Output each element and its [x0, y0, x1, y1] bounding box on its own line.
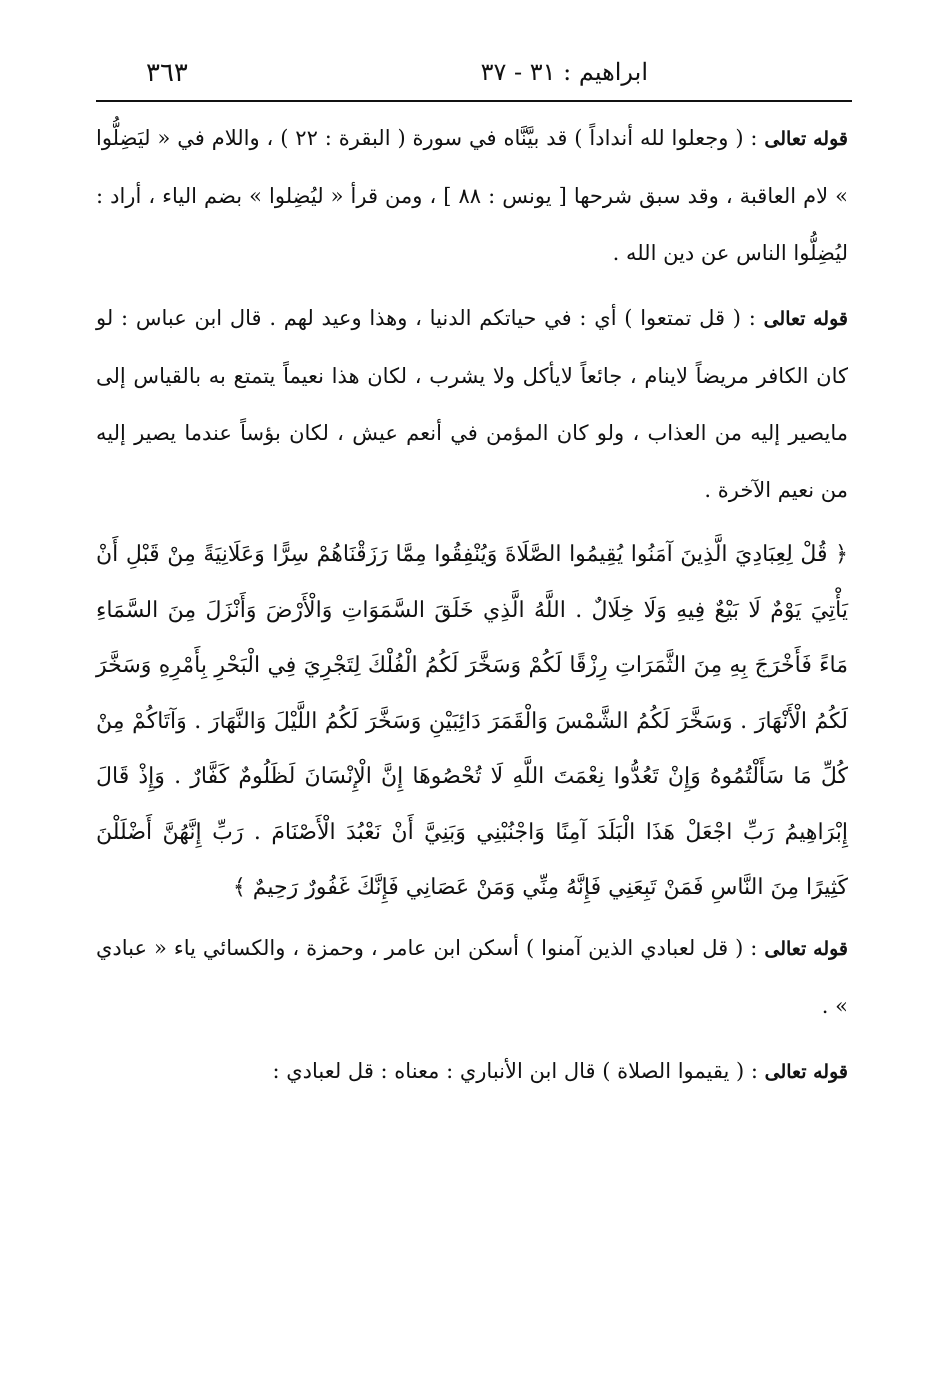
verse-open-bracket: ﴿	[835, 542, 848, 567]
quran-verse-block	[96, 527, 848, 916]
running-head: ابراهيم : ٣١ - ٣٧	[480, 58, 648, 86]
paragraph-lead: قوله تعالى	[764, 937, 849, 960]
paragraph-text: : ( يقيموا الصلاة ) قال ابن الأنباري : معناه : قل لعبادي :	[272, 1058, 765, 1083]
commentary-paragraph-1	[96, 110, 848, 282]
header-rule	[96, 100, 852, 102]
body-text	[96, 110, 848, 1101]
paragraph-text: : ( قل لعبادي الذين آمنوا ) أسكن ابن عامر ، وحمزة ، والكسائي ياء « عبادي » .	[96, 935, 848, 1018]
paragraph-lead: قوله تعالى	[764, 1060, 848, 1083]
paragraph-text: : ( وجعلوا لله أنداداً ) قد بيَّنَّاه في سورة ( البقرة : ٢٢ ) ، واللام في « ليَضِلُّوا » لام العاقبة ، وقد سبق شرحها [ يونس : ٨٨ ] ، ومن قرأ « ليُضِلوا » بضم الياء ، أراد : ليُضِلُّوا الناس عن دين الله .	[96, 126, 848, 265]
page-header	[96, 48, 848, 98]
book-page	[96, 48, 849, 1083]
commentary-paragraph-4	[96, 1043, 848, 1101]
paragraph-text: : ( قل تمتعوا ) أي : في حياتكم الدنيا ، وهذا وعيد لهم . قال ابن عباس : لو كان الكافر مريضاً لاينام ، جائعاً لايأكل ولا يشرب ، لكان هذا نعيماً يتمتع به بالقياس إلى مايصير إليه من العذاب ، ولو كان المؤمن في أنعم عيش ، لكان بؤساً عندما يصير إليه من نعيم الآخرة .	[96, 306, 848, 502]
commentary-paragraph-2	[96, 290, 848, 519]
paragraph-lead: قوله تعالى	[764, 128, 848, 150]
commentary-paragraph-3	[96, 920, 848, 1035]
verse-text: قُلْ لِعِبَادِيَ الَّذِينَ آمَنُوا يُقِيمُوا الصَّلَاةَ وَيُنْفِقُوا مِمَّا رَزَقْنَاهُمْ سِرًّا وَعَلَانِيَةً مِنْ قَبْلِ أَنْ يَأْتِيَ يَوْمٌ لَا بَيْعٌ فِيهِ وَلَا خِلَالٌ . اللَّهُ الَّذِي خَلَقَ السَّمَوَاتِ وَالْأَرْضَ وَأَنْزَلَ مِنَ السَّمَاءِ مَاءً فَأَخْرَجَ بِهِ مِنَ الثَّمَرَاتِ رِزْقًا لَكُمْ وَسَخَّرَ لَكُمُ الْفُلْكَ لِتَجْرِيَ فِي الْبَحْرِ بِأَمْرِهِ وَسَخَّرَ لَكُمُ الْأَنْهَارَ . وَسَخَّرَ لَكُمُ الشَّمْسَ وَالْقَمَرَ دَائِبَيْنِ وَسَخَّرَ لَكُمُ اللَّيْلَ وَالنَّهَارَ . وَآتَاكُمْ مِنْ كُلِّ مَا سَأَلْتُمُوهُ وَإِنْ تَعُدُّوا نِعْمَتَ اللَّهِ لَا تُحْصُوهَا إِنَّ الْإِنْسَانَ لَظَلُومٌ كَفَّارٌ . وَإِذْ قَالَ إِبْرَاهِيمُ رَبِّ اجْعَلْ هَذَا الْبَلَدَ آمِنًا وَاجْنُبْنِي وَبَنِيَّ أَنْ نَعْبُدَ الْأَصْنَامَ . رَبِّ إِنَّهُنَّ أَضْلَلْنَ كَثِيرًا مِنَ النَّاسِ فَمَنْ تَبِعَنِي فَإِنَّهُ مِنِّي وَمَنْ عَصَانِي فَإِنَّكَ غَفُورٌ رَحِيمٌ	[96, 542, 848, 900]
paragraph-lead: قوله تعالى	[763, 308, 848, 330]
verse-close-bracket: ﴾	[232, 875, 246, 900]
page-number: ٣٦٣	[146, 58, 188, 88]
